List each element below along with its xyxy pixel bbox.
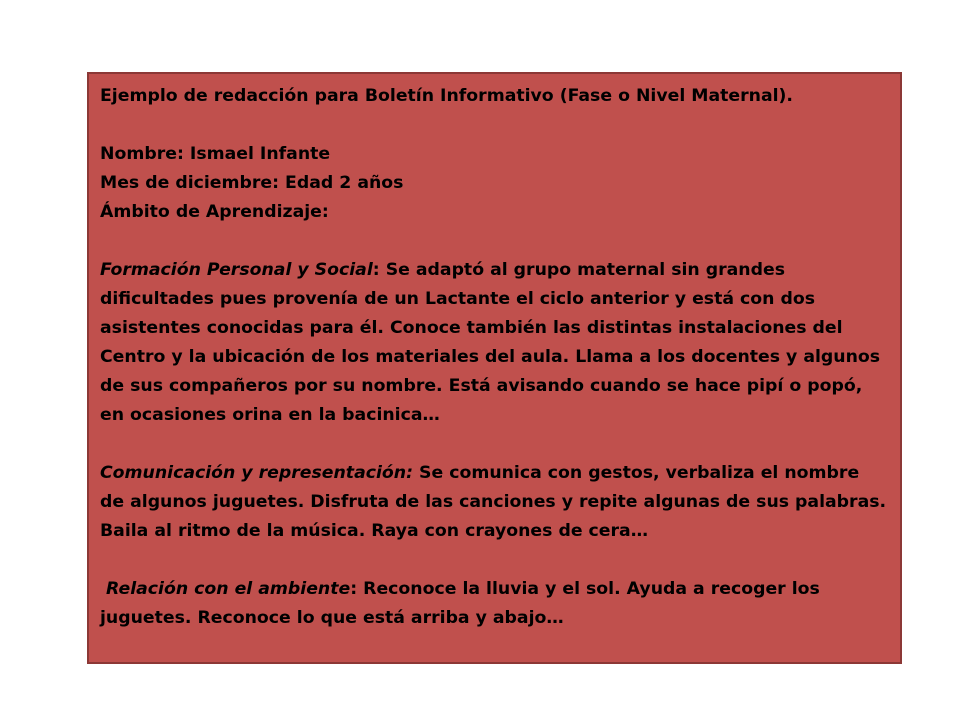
month-age-line: Mes de diciembre: Edad 2 años: [100, 173, 404, 193]
spacer: [100, 546, 888, 575]
section-personal-social: [100, 256, 888, 430]
section-separator: :: [372, 260, 386, 280]
section-environment: [100, 575, 888, 633]
section-title: Formación Personal y Social: [100, 260, 373, 280]
section-title: Relación con el ambiente: [100, 579, 351, 599]
student-name-line: Nombre: Ismael Infante: [100, 144, 331, 164]
spacer: [100, 227, 888, 256]
learning-scope-line: Ámbito de Aprendizaje:: [100, 202, 329, 222]
spacer: [100, 430, 888, 459]
section-body: Reconoce la lluvia y el sol. Ayuda a recoger los juguetes. Reconoce lo que está arriba y abajo…: [100, 579, 826, 628]
section-title: Comunicación y representación:: [100, 463, 413, 483]
spacer: [100, 111, 888, 140]
document-heading: Ejemplo de redacción para Boletín Informativo (Fase o Nivel Maternal).: [100, 86, 793, 106]
section-body: Se comunica con gestos, verbaliza el nombre de algunos juguetes. Disfruta de las canciones y repite algunas de sus palabras. Baila al ritmo de la música. Raya con crayones de cera…: [100, 463, 887, 541]
section-body: Se adaptó al grupo maternal sin grandes dificultades pues provenía de un Lactante el ciclo anterior y está con dos asistentes conocidas para él. Conoce también las distintas instalaciones del Centro y la ubicación de los materiales del aula. Llama a los docentes y algunos de sus compañeros por su nombre. Está avisando cuando se hace pipí o popó, en ocasiones orina en la bacinica…: [100, 260, 881, 425]
section-communication: [100, 459, 888, 546]
report-text-box: [87, 72, 902, 664]
section-separator: :: [350, 579, 364, 599]
